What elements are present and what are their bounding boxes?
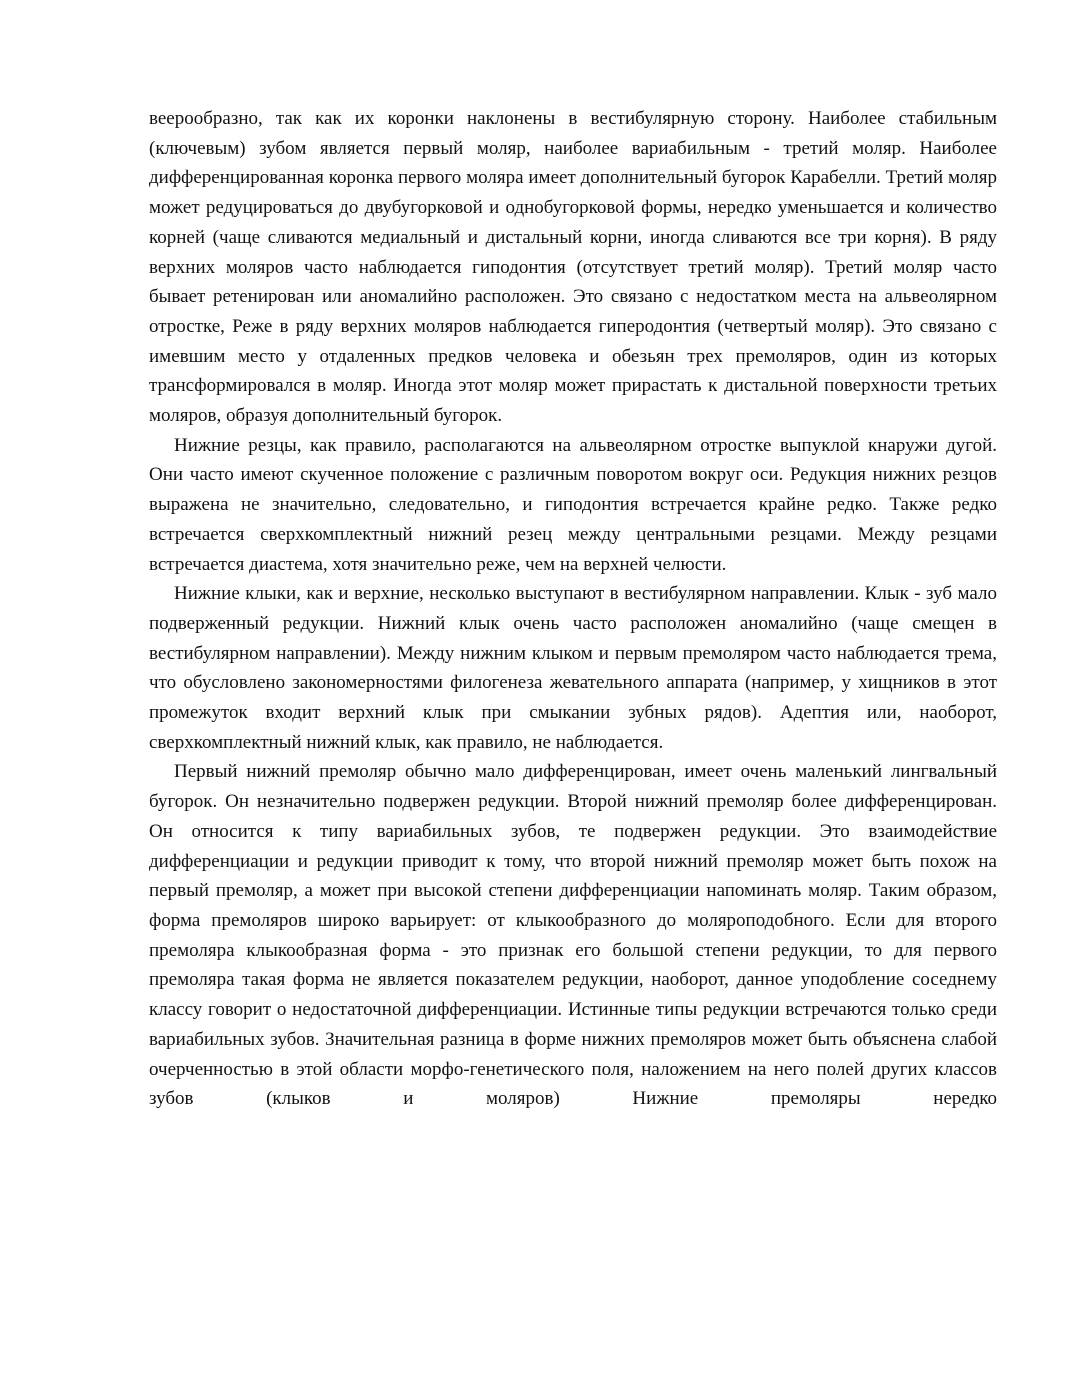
paragraph-lower-premolars: Первый нижний премоляр обычно мало дифференцирован, имеет очень маленький лингвальный бугорок. Он незначительно подвержен редукции. Второй нижний премоляр более дифференцирован. Он относится к типу вариабильных зубов, те подвержен редукции. Это взаимодействие дифференциации и редукции приводит к тому, что второй нижний премоляр может быть похож на первый премоляр, а может при высокой степени дифференциации напоминать моляр. Таким образом, форма премоляров широко варьирует: от клыкообразного до моляроподобного. Если для второго премоляра клыкообразная форма - это признак его большой степени редукции, то для первого премоляра такая форма не является показателем редукции, наоборот, данное уподобление соседнему классу говорит о недостаточной дифференциации. Истинные типы редукции встречаются только среди вариабильных зубов. Значительная разница в форме нижних премоляров может быть объяснена слабой очерченностью в этой области морфо-генетического поля, наложением на него полей других классов зубов (клыков и моляров) Нижние премоляры нередко: [149, 761, 997, 1110]
paragraph-lower-incisors: Нижние резцы, как правило, располагаются на альвеолярном отростке выпуклой кнаружи дугой. Они часто имеют скученное положение с различным поворотом вокруг оси. Редукция нижних резцов выражена не значительно, следовательно, и гиподонтия встречается крайне редко. Также редко встречается сверхкомплектный нижний резец между центральными резцами. Между резцами встречается диастема, хотя значительно реже, чем на верхней челюсти.: [149, 434, 997, 575]
paragraph-upper-molars: веерообразно, так как их коронки наклонены в вестибулярную сторону. Наиболее стабильным (ключевым) зубом является первый моляр, наиболее вариабильным - третий моляр. Наиболее дифференцированная коронка первого моляра имеет дополнительный бугорок Карабелли. Третий моляр может редуцироваться до двубугорковой и однобугорковой формы, нередко уменьшается и количество корней (чаще сливаются медиальный и дистальный корни, иногда сливаются все три корня). В ряду верхних моляров часто наблюдается гиподонтия (отсутствует третий моляр). Третий моляр часто бывает ретенирован или аномалийно расположен. Это связано с недостатком места на альвеолярном отростке, Реже в ряду верхних моляров наблюдается гиперодонтия (четвертый моляр). Это связано с имевшим место у отдаленных предков человека и обезьян трех премоляров, один из которых трансформировался в моляр. Иногда этот моляр может прирастать к дистальной поверхности третьих моляров, образуя дополнительный бугорок.: [149, 108, 997, 427]
paragraph-lower-canines: Нижние клыки, как и верхние, несколько выступают в вестибулярном направлении. Клык - зуб мало подверженный редукции. Нижний клык очень часто расположен аномалийно (чаще смещен в вестибулярном направлении). Между нижним клыком и первым премоляром часто наблюдается трема, что обусловлено закономерностями филогенеза жевательного аппарата (например, у хищников в этот промежуток входит верхний клык при смыкании зубных рядов). Адептия или, наоборот, сверхкомплектный нижний клык, как правило, не наблюдается.: [149, 583, 997, 753]
document-page: [149, 104, 997, 1114]
